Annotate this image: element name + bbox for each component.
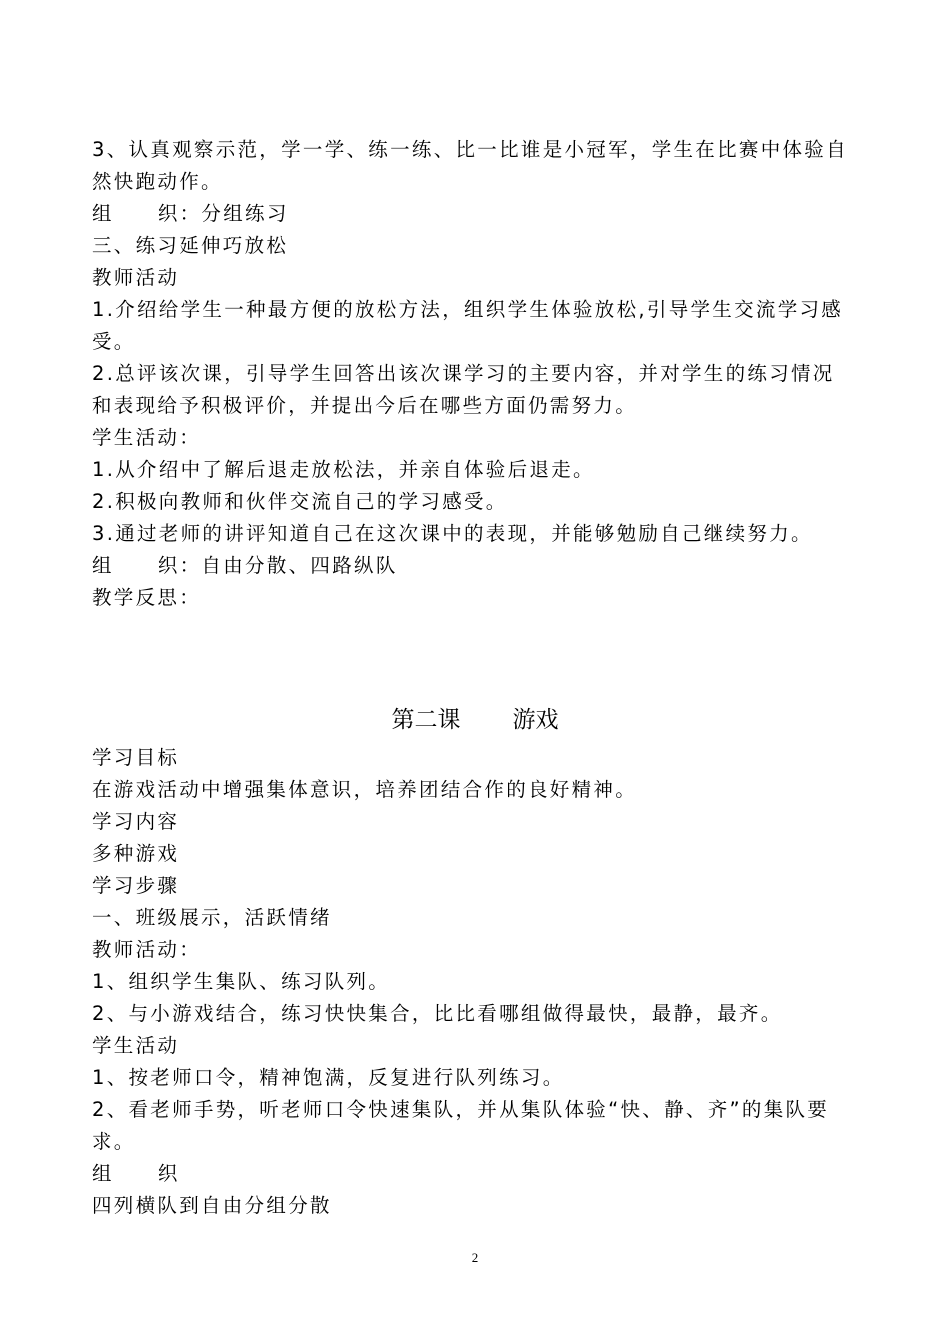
student-item-2b-line2: 求。	[92, 1130, 136, 1153]
teacher-item-1-line2: 受。	[92, 330, 136, 353]
student-activity-heading-2: 学生活动	[92, 1034, 180, 1057]
step3-line1: 3、认真观察示范，学一学、练一练、比一比谁是小冠军，学生在比赛中体验自	[92, 138, 848, 161]
teacher-activity-heading-2: 教师活动：	[92, 938, 202, 961]
organization-text: 四列横队到自由分组分散	[92, 1194, 332, 1217]
goal-heading: 学习目标	[92, 746, 180, 769]
organization-line-2	[92, 551, 872, 581]
organization-line-1	[92, 199, 872, 229]
content-text: 多种游戏	[92, 842, 180, 865]
student-item-3: 3.通过老师的讲评知道自己在这次课中的表现，并能够勉励自己继续努力。	[92, 522, 813, 545]
goal-text: 在游戏活动中增强集体意识，培养团结合作的良好精神。	[92, 778, 638, 801]
lesson-name: 游戏	[512, 707, 559, 733]
step3-line2: 然快跑动作。	[92, 170, 223, 193]
org-label-b: 织：自由分散、四路纵队	[157, 554, 398, 577]
part1-title: 一、班级展示，活跃情绪	[92, 906, 332, 929]
org-label-b: 织	[157, 1162, 180, 1185]
org-label-a: 组	[92, 554, 114, 577]
organization-line-3	[92, 1159, 872, 1189]
teacher-item-1-line1: 1.介绍给学生一种最方便的放松方法，组织学生体验放松,引导学生交流学习感	[92, 298, 844, 321]
teacher-item-1b: 1、组织学生集队、练习队列。	[92, 970, 391, 993]
teacher-item-2-line2: 和表现给予积极评价，并提出今后在哪些方面仍需努力。	[92, 394, 638, 417]
lesson-number: 第二课	[391, 707, 461, 733]
teacher-item-2b: 2、与小游戏结合，练习快快集合，比比看哪组做得最快，最静，最齐。	[92, 1002, 783, 1025]
student-item-1: 1.从介绍中了解后退走放松法，并亲自体验后退走。	[92, 458, 595, 481]
teacher-item-2-line1: 2.总评该次课，引导学生回答出该次课学习的主要内容，并对学生的练习情况	[92, 362, 835, 385]
student-item-2: 2.积极向教师和伙伴交流自己的学习感受。	[92, 490, 508, 513]
teaching-reflection: 教学反思：	[92, 586, 202, 609]
page-number: 2	[471, 1250, 479, 1265]
teacher-activity-heading: 教师活动	[92, 266, 180, 289]
student-item-2b-line1: 2、看老师手势，听老师口令快速集队，并从集队体验“快、静、齐”的集队要	[92, 1098, 830, 1121]
lesson-title	[0, 703, 950, 737]
steps-heading: 学习步骤	[92, 874, 180, 897]
student-item-1b: 1、按老师口令，精神饱满，反复进行队列练习。	[92, 1066, 565, 1089]
org-label-a: 组	[92, 1162, 114, 1185]
part3-title: 三、练习延伸巧放松	[92, 234, 289, 257]
student-activity-heading: 学生活动：	[92, 426, 202, 449]
org-label-a: 组	[92, 202, 114, 225]
org-label-b: 织：分组练习	[157, 202, 289, 225]
content-heading: 学习内容	[92, 810, 180, 833]
